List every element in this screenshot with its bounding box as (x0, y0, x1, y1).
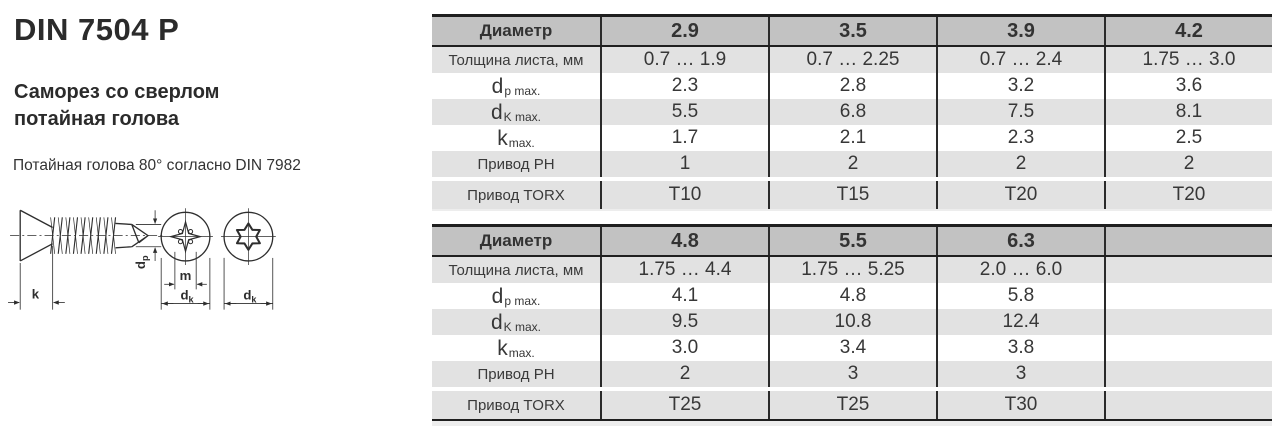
product-subtitle-line1: Саморез со сверлом (14, 81, 220, 103)
column-header-parameter: Диаметр (479, 231, 553, 250)
table-row (432, 283, 1272, 309)
spec-value: 7.5 (936, 99, 1104, 125)
row-label-subscript: max. (508, 346, 535, 360)
spec-table-small-diameters (432, 14, 1272, 209)
table-row (432, 73, 1272, 99)
row-label-symbol: k (497, 126, 508, 150)
spec-value: 3 (936, 361, 1104, 387)
row-label: Привод TORX (467, 186, 565, 204)
row-label: Привод TORX (467, 396, 565, 414)
table-row (432, 151, 1272, 177)
spec-value: 8.1 (1104, 99, 1272, 125)
spec-value: 2.1 (768, 125, 936, 151)
table-row (432, 181, 1272, 209)
spec-value (1104, 283, 1272, 309)
column-header-parameter: Диаметр (479, 21, 553, 40)
row-label-subscript: p max. (504, 294, 541, 308)
column-header-diameter: 3.5 (768, 17, 936, 45)
table-row (432, 257, 1272, 283)
spec-value: 4.8 (768, 283, 936, 309)
table-row (432, 47, 1272, 73)
row-label: Привод PH (477, 365, 555, 383)
table-row (432, 361, 1272, 387)
dk-torx-dimension-label: $d_k$ (243, 287, 257, 305)
row-label: Толщина листа, мм (448, 261, 584, 279)
phillips-recess-view (158, 208, 213, 265)
spec-value: 10.8 (768, 309, 936, 335)
spec-value (1104, 391, 1272, 419)
column-header-diameter: 4.8 (600, 227, 768, 255)
spec-value: 3.0 (600, 335, 768, 361)
spec-value: T20 (1104, 181, 1272, 209)
dk-ph-dimension-label: $d_k$ (180, 287, 194, 305)
row-label: Толщина листа, мм (448, 51, 584, 69)
spec-value: T10 (600, 181, 768, 209)
spec-value (1104, 361, 1272, 387)
spec-value (1104, 335, 1272, 361)
spec-value: 2 (1104, 151, 1272, 177)
spec-value: 3.6 (1104, 73, 1272, 99)
spec-value: T20 (936, 181, 1104, 209)
row-label (432, 99, 600, 125)
column-header-diameter: 2.9 (600, 17, 768, 45)
row-label (432, 309, 600, 335)
screw-side-view (10, 210, 162, 261)
spec-value: T15 (768, 181, 936, 209)
column-header-diameter: 3.9 (936, 17, 1104, 45)
table-row (432, 99, 1272, 125)
product-subtitle-line2: потайная голова (14, 108, 180, 130)
spec-value: 2.3 (936, 125, 1104, 151)
table-row (432, 335, 1272, 361)
spec-value: 0.7 … 2.4 (936, 47, 1104, 73)
product-subtitle (14, 79, 219, 133)
dp-dimension-label: $d_p$ (132, 255, 150, 270)
column-header-diameter (1104, 227, 1272, 255)
row-label-subscript: K max. (503, 110, 542, 124)
column-header-diameter: 5.5 (768, 227, 936, 255)
spec-value: 2.0 … 6.0 (936, 257, 1104, 283)
spec-value: T30 (936, 391, 1104, 419)
spec-table-large-diameters (432, 224, 1272, 421)
row-label (432, 125, 600, 151)
spec-value: 0.7 … 1.9 (600, 47, 768, 73)
spec-value: 1.75 … 5.25 (768, 257, 936, 283)
column-header-diameter: 4.2 (1104, 17, 1272, 45)
row-label (432, 335, 600, 361)
spec-value (1104, 257, 1272, 283)
spec-value: T25 (600, 391, 768, 419)
table-shadow (432, 209, 1272, 211)
row-label-symbol: k (497, 336, 508, 360)
spec-value: 6.8 (768, 99, 936, 125)
table-header-row (432, 17, 1272, 47)
spec-value: 0.7 … 2.25 (768, 47, 936, 73)
table-row (432, 125, 1272, 151)
spec-value (1104, 309, 1272, 335)
spec-tables (432, 14, 1272, 426)
row-label: Привод PH (477, 155, 555, 173)
spec-value: 1.7 (600, 125, 768, 151)
table-row (432, 391, 1272, 419)
spec-value: 1.75 … 4.4 (600, 257, 768, 283)
row-label (432, 73, 600, 99)
m-dimension-label: m (179, 268, 192, 284)
spec-value: 1 (600, 151, 768, 177)
spec-value: 5.5 (600, 99, 768, 125)
row-label-subscript: p max. (504, 84, 541, 98)
document-title: DIN 7504 P (14, 12, 180, 47)
screw-technical-drawing (6, 202, 290, 324)
row-label-subscript: K max. (503, 320, 542, 334)
spec-value: 2.3 (600, 73, 768, 99)
spec-value: T25 (768, 391, 936, 419)
table-header-row (432, 227, 1272, 257)
spec-value: 5.8 (936, 283, 1104, 309)
k-dimension-label: k (31, 286, 40, 302)
spec-value: 2.8 (768, 73, 936, 99)
table-shadow (432, 421, 1272, 426)
spec-value: 3.2 (936, 73, 1104, 99)
spec-value: 2 (768, 151, 936, 177)
row-label-symbol: d (490, 310, 503, 334)
spec-value: 2 (600, 361, 768, 387)
spec-value: 2.5 (1104, 125, 1272, 151)
spec-value: 3 (768, 361, 936, 387)
spec-value: 3.4 (768, 335, 936, 361)
row-label-symbol: d (491, 74, 504, 98)
column-header-diameter: 6.3 (936, 227, 1104, 255)
spec-value: 2 (936, 151, 1104, 177)
row-label-symbol: d (491, 284, 504, 308)
table-row (432, 309, 1272, 335)
row-label (432, 283, 600, 309)
spec-value: 12.4 (936, 309, 1104, 335)
standard-note: Потайная голова 80° согласно DIN 7982 (13, 157, 301, 174)
spec-value: 3.8 (936, 335, 1104, 361)
row-label-subscript: max. (508, 136, 535, 150)
spec-value: 4.1 (600, 283, 768, 309)
torx-recess-view (221, 208, 276, 265)
spec-value: 9.5 (600, 309, 768, 335)
row-label-symbol: d (490, 100, 503, 124)
spec-value: 1.75 … 3.0 (1104, 47, 1272, 73)
